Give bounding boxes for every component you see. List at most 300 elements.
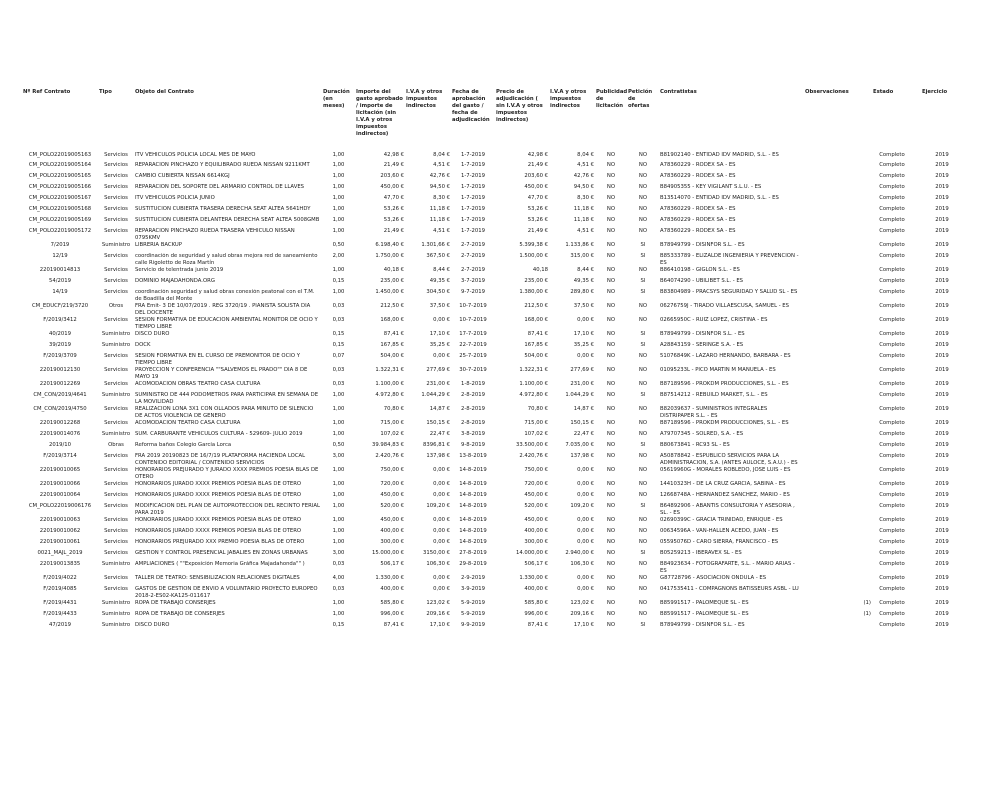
- cell-importe: 53,26 €: [383, 217, 404, 223]
- cell-duracion: 1,00: [332, 173, 345, 179]
- cell-peticion: NO: [638, 492, 648, 498]
- cell-ejercicio: 2019: [935, 267, 949, 273]
- cell-fecha: 9-8-2019: [460, 442, 486, 448]
- cell-iva-1: 209,16 €: [426, 611, 450, 617]
- cell-ref: 220190012268: [39, 420, 81, 426]
- cell-duracion: 1,00: [332, 217, 345, 223]
- cell-objeto: FRA Emit- 3 DE 10/07/2019 . REG 3720/19 . PIANISTA SOLISTA DIA DEL DOCENTE: [135, 303, 311, 316]
- cell-ref: F/2019/4433: [43, 611, 77, 617]
- cell-importe: 400,00 €: [380, 528, 404, 534]
- cell-publicidad: NO: [606, 278, 616, 284]
- cell-publicidad: NO: [606, 267, 616, 273]
- cell-iva-1: 0,00 €: [433, 539, 450, 545]
- cell-publicidad: NO: [606, 420, 616, 426]
- cell-peticion: NO: [638, 317, 648, 323]
- table-row: [22, 575, 972, 586]
- cell-fecha: 1-7-2019: [460, 228, 486, 234]
- cell-iva-2: 14,87 €: [573, 406, 594, 412]
- cell-observaciones: [804, 503, 872, 517]
- cell-precio: 1.322,31 €: [519, 367, 548, 373]
- cell-estado: Completo: [879, 431, 905, 437]
- cell-contratista: B64892906 - ABANTIS CONSULTORIA Y ASESORIA , SL. - ES: [660, 503, 795, 516]
- cell-publicidad: NO: [606, 503, 616, 509]
- cell-publicidad: NO: [606, 575, 616, 581]
- cell-fecha: 1-7-2019: [460, 217, 486, 223]
- cell-iva-2: 2.940,00 €: [565, 550, 594, 556]
- cell-precio: 450,00 €: [524, 492, 548, 498]
- cell-iva-2: 94,50 €: [573, 184, 594, 190]
- cell-iva-2: 1.044,29 €: [565, 392, 594, 398]
- cell-duracion: 1,00: [332, 528, 345, 534]
- cell-estado: Completo: [879, 453, 905, 459]
- cell-tipo: Obras: [108, 442, 124, 448]
- cell-ejercicio: 2019: [935, 303, 949, 309]
- cell-objeto: GASTOS DE GESTIÓN DE ENVÍO A VOLUNTARIO PROYECTO EUROPEO 2018-2-ES02-KA125-011617: [135, 586, 318, 599]
- cell-ref: 220190012130: [39, 367, 81, 373]
- cell-iva-1: 37,50 €: [429, 303, 450, 309]
- table-body: [22, 151, 972, 633]
- cell-iva-1: 11,18 €: [429, 217, 450, 223]
- cell-importe: 15.000,00 €: [371, 550, 404, 556]
- cell-importe: 212,50 €: [380, 303, 404, 309]
- cell-estado: Completo: [879, 342, 905, 348]
- cell-fecha: 5-9-2019: [460, 600, 486, 606]
- cell-importe: 450,00 €: [380, 184, 404, 190]
- cell-contratista: B82039637 - SUMINISTROS INTEGRALES DISTRIPAPER S.L. - ES: [660, 406, 768, 419]
- cell-importe: 235,00 €: [380, 278, 404, 284]
- cell-iva-2: 4,51 €: [577, 228, 594, 234]
- cell-importe: 715,00 €: [380, 420, 404, 426]
- cell-importe: 720,00 €: [380, 481, 404, 487]
- cell-observaciones: [804, 528, 872, 539]
- cell-tipo: Servicios: [104, 353, 128, 359]
- table-row: [22, 353, 972, 367]
- cell-peticion: NO: [638, 600, 648, 606]
- cell-ejercicio: 2019: [935, 467, 949, 473]
- cell-estado: Completo: [879, 162, 905, 168]
- cell-importe: 203,60 €: [380, 173, 404, 179]
- cell-estado: Completo: [879, 206, 905, 212]
- cell-tipo: Suministro: [101, 331, 131, 337]
- cell-observaciones: [804, 303, 872, 317]
- table-row: [22, 367, 972, 381]
- cell-precio: 585,80 €: [524, 600, 548, 606]
- cell-importe: 70,80 €: [383, 406, 404, 412]
- cell-peticion: NO: [638, 611, 648, 617]
- cell-peticion: NO: [638, 303, 648, 309]
- cell-publicidad: NO: [606, 586, 616, 592]
- cell-peticion: NO: [638, 206, 648, 212]
- table-row: [22, 289, 972, 303]
- cell-objeto: TALLER DE TEATRO: SENSIBILIZACION RELACIONES DIGITALES: [135, 575, 300, 581]
- cell-fecha: 2-7-2019: [460, 242, 486, 248]
- cell-observaciones: [804, 392, 872, 406]
- cell-tipo: Servicios: [104, 467, 128, 473]
- cell-ejercicio: 2019: [935, 162, 949, 168]
- cell-duracion: 1,00: [332, 517, 345, 523]
- header-duracion: Duración (en meses): [323, 89, 350, 109]
- cell-fecha: 1-7-2019: [460, 184, 486, 190]
- table-row: [22, 184, 972, 195]
- cell-observaciones: [804, 184, 872, 195]
- cell-ref: F/2019/3714: [43, 453, 77, 459]
- cell-objeto: HONORARIOS JURADO XXXX PREMIOS POESIA BLAS DE OTERO: [135, 517, 302, 523]
- cell-precio: 47,70 €: [527, 195, 548, 201]
- cell-objeto: SESION FORMATIVA EN EL CURSO DE PREMONITOR DE OCIO Y TIEMPO LIBRE: [135, 353, 300, 366]
- cell-duracion: 3,00: [332, 453, 345, 459]
- cell-duracion: 1,00: [332, 492, 345, 498]
- cell-observaciones: [804, 353, 872, 367]
- cell-iva-1: 0,00 €: [433, 517, 450, 523]
- header-ref: Nº Ref Contrato: [23, 89, 71, 95]
- cell-peticion: NO: [638, 467, 648, 473]
- cell-estado: Completo: [879, 539, 905, 545]
- cell-ejercicio: 2019: [935, 228, 949, 234]
- cell-importe: 750,00 €: [380, 467, 404, 473]
- cell-iva-2: 123,02 €: [570, 600, 594, 606]
- cell-objeto: SUM. CARBURANTE VEHICULOS CULTURA - 529609- JULIO 2019: [135, 431, 303, 437]
- cell-iva-1: 0,00 €: [433, 492, 450, 498]
- cell-ejercicio: 2019: [935, 289, 949, 295]
- cell-estado: Completo: [879, 367, 905, 373]
- header-publicidad: Publicidad de licitación: [596, 89, 628, 109]
- cell-importe: 504,00 €: [380, 353, 404, 359]
- cell-ref: F/2019/3412: [43, 317, 77, 323]
- cell-objeto: HONORARIOS JURADO XXXX PREMIOS POESIA BLAS DE OTERO: [135, 528, 302, 534]
- cell-fecha: 30-7-2019: [459, 367, 487, 373]
- cell-iva-1: 0,00 €: [433, 467, 450, 473]
- cell-fecha: 1-7-2019: [460, 173, 486, 179]
- cell-duracion: 1,00: [332, 392, 345, 398]
- cell-ref: 220190010065: [39, 467, 81, 473]
- table-row: [22, 242, 972, 253]
- cell-ejercicio: 2019: [935, 353, 949, 359]
- cell-iva-1: 17,10 €: [429, 331, 450, 337]
- table-row: [22, 206, 972, 217]
- cell-publicidad: NO: [606, 303, 616, 309]
- cell-iva-2: 0,00 €: [577, 517, 594, 523]
- cell-fecha: 1-7-2019: [460, 152, 486, 158]
- cell-iva-1: 304,50 €: [426, 289, 450, 295]
- cell-iva-1: 49,35 €: [429, 278, 450, 284]
- cell-ejercicio: 2019: [935, 561, 949, 567]
- cell-ref: 220190014076: [39, 431, 81, 437]
- cell-iva-2: 35,25 €: [573, 342, 594, 348]
- cell-importe: 450,00 €: [380, 517, 404, 523]
- cell-duracion: 2,00: [332, 253, 345, 259]
- cell-publicidad: NO: [606, 253, 616, 259]
- table-row: [22, 303, 972, 317]
- cell-iva-1: 0,00 €: [433, 575, 450, 581]
- cell-objeto: FRA 2019 20190823 DE 16/7/19 PLATAFORMA HACIENDA LOCAL CONTENIDO EDITORIAL / CONTENIDO SERVICIOS: [135, 453, 306, 466]
- cell-fecha: 2-7-2019: [460, 267, 486, 273]
- cell-contratista: B85991517 - PALOMEQUE SL - ES: [660, 611, 749, 617]
- cell-peticion: SI: [640, 342, 646, 348]
- cell-ref: F/2019/4085: [43, 586, 77, 592]
- cell-iva-1: 0,00 €: [433, 317, 450, 323]
- cell-importe: 400,00 €: [380, 586, 404, 592]
- cell-importe: 21,49 €: [383, 228, 404, 234]
- cell-objeto: PROYECCION Y CONFERENCIA ""SALVEMOS EL PRADO"" DIA 8 DE MAYO 19: [135, 367, 308, 380]
- cell-precio: 21,49 €: [527, 162, 548, 168]
- cell-estado: Completo: [879, 195, 905, 201]
- cell-iva-1: 8396,81 €: [423, 442, 450, 448]
- cell-iva-1: 0,00 €: [433, 586, 450, 592]
- cell-contratista: B85333789 - ELIZALDE INGENIERIA Y PREVENCION - ES: [660, 253, 799, 266]
- cell-fecha: 13-8-2019: [459, 453, 487, 459]
- cell-ejercicio: 2019: [935, 453, 949, 459]
- cell-fecha: 14-8-2019: [459, 503, 487, 509]
- cell-tipo: Servicios: [104, 317, 128, 323]
- cell-precio: 40,18: [532, 267, 548, 273]
- cell-peticion: NO: [638, 381, 648, 387]
- cell-contratista: B83804989 - PRACSYS SEGURIDAD Y SALUD SL - ES: [660, 289, 798, 295]
- cell-observaciones: [804, 253, 872, 267]
- cell-ejercicio: 2019: [935, 481, 949, 487]
- cell-importe: 1.750,00 €: [375, 253, 404, 259]
- cell-estado: Completo: [879, 481, 905, 487]
- cell-observaciones: [804, 561, 872, 575]
- cell-ejercicio: 2019: [935, 575, 949, 581]
- cell-ref: 220190010066: [39, 481, 81, 487]
- cell-iva-2: 7.035,00 €: [565, 442, 594, 448]
- table-row: [22, 173, 972, 184]
- cell-observaciones: [804, 539, 872, 550]
- cell-fecha: 2-8-2019: [460, 392, 486, 398]
- cell-publicidad: NO: [606, 367, 616, 373]
- cell-precio: 996,00 €: [524, 611, 548, 617]
- table-row: [22, 317, 972, 331]
- cell-observaciones: [804, 550, 872, 561]
- cell-tipo: Suministro: [101, 242, 131, 248]
- cell-contratista: A50878842 - ESPUBLICO SERVICIOS PARA LA ADMINISTRACION, S.A. (ANTES AULOCE, S.A.U.) - ES: [660, 453, 798, 466]
- cell-observaciones: [804, 278, 872, 289]
- cell-peticion: SI: [640, 622, 646, 628]
- cell-tipo: Suministro: [101, 611, 131, 617]
- cell-duracion: 1,00: [332, 228, 345, 234]
- cell-observaciones: [804, 517, 872, 528]
- cell-contratista: 02690399C - GRACIA TRINIDAD, ENRIQUE - ES: [660, 517, 783, 523]
- cell-contratista: B64074290 - UBILIBET S.L. - ES: [660, 278, 744, 284]
- cell-iva-2: 22,47 €: [573, 431, 594, 437]
- cell-ref: 220190010061: [39, 539, 81, 545]
- cell-fecha: 1-7-2019: [460, 206, 486, 212]
- cell-iva-1: 14,87 €: [429, 406, 450, 412]
- cell-importe: 450,00 €: [380, 492, 404, 498]
- cell-tipo: Otros: [108, 303, 124, 309]
- cell-fecha: 1-8-2019: [460, 381, 486, 387]
- table-row: [22, 392, 972, 406]
- cell-tipo: Servicios: [104, 278, 128, 284]
- cell-precio: 235,00 €: [524, 278, 548, 284]
- header-contratistas: Contratistas: [660, 89, 697, 95]
- cell-publicidad: NO: [606, 184, 616, 190]
- contracts-table: [22, 89, 972, 633]
- cell-iva-2: 209,16 €: [570, 611, 594, 617]
- cell-ejercicio: 2019: [935, 206, 949, 212]
- cell-objeto: coordinación de seguridad y salud obras mejora red de saneamiento calle Rigoletto de Roza Martín: [135, 253, 318, 266]
- cell-publicidad: NO: [606, 431, 616, 437]
- cell-contratista: 05619960G - MORALES ROBLEDO, JOSÉ LUIS - ES: [660, 467, 791, 473]
- table-row: [22, 481, 972, 492]
- cell-publicidad: NO: [606, 195, 616, 201]
- cell-duracion: 0,03: [332, 317, 345, 323]
- cell-ejercicio: 2019: [935, 503, 949, 509]
- cell-iva-2: 17,10 €: [573, 331, 594, 337]
- cell-publicidad: NO: [606, 173, 616, 179]
- cell-contratista: 51076849K - LAZARO HERNANDO, BARBARA - ES: [660, 353, 791, 359]
- cell-precio: 1.330,00 €: [519, 575, 548, 581]
- cell-objeto: HONORARIOS PREJURADO XXX PREMIO POESIA BLAS DE OTERO: [135, 539, 305, 545]
- cell-precio: 53,26 €: [527, 206, 548, 212]
- cell-importe: 87,41 €: [383, 622, 404, 628]
- cell-ref: 14/19: [52, 289, 68, 295]
- cell-estado: Completo: [879, 303, 905, 309]
- cell-fecha: 14-8-2019: [459, 481, 487, 487]
- cell-tipo: Servicios: [104, 184, 128, 190]
- cell-precio: 87,41 €: [527, 331, 548, 337]
- cell-precio: 42,98 €: [527, 152, 548, 158]
- cell-fecha: 9-9-2019: [460, 622, 486, 628]
- cell-duracion: 1,00: [332, 184, 345, 190]
- table-row: [22, 611, 972, 622]
- cell-iva-2: 137,98 €: [570, 453, 594, 459]
- cell-precio: 5.399,38 €: [519, 242, 548, 248]
- cell-iva-2: 1.133,86 €: [565, 242, 594, 248]
- header-observaciones: Observaciones: [805, 89, 849, 95]
- cell-observaciones: [804, 228, 872, 242]
- cell-iva-2: 8,44 €: [577, 267, 594, 273]
- cell-iva-1: 0,00 €: [433, 353, 450, 359]
- cell-iva-2: 150,15 €: [570, 420, 594, 426]
- cell-fecha: 2-8-2019: [460, 406, 486, 412]
- cell-estado: Completo: [879, 353, 905, 359]
- cell-objeto: REPARACION PINCHAZO Y EQUILIBRADO RUEDA NISSAN 9211KMT: [135, 162, 310, 168]
- table-row: [22, 195, 972, 206]
- cell-ejercicio: 2019: [935, 539, 949, 545]
- cell-duracion: 1,00: [332, 420, 345, 426]
- cell-contratista: A78360229 - RODEX SA - ES: [660, 217, 736, 223]
- cell-iva-1: 42,76 €: [429, 173, 450, 179]
- cell-duracion: 4,00: [332, 575, 345, 581]
- cell-publicidad: NO: [606, 392, 616, 398]
- cell-observaciones: [804, 431, 872, 442]
- cell-contratista: B05259213 - IBERAVEX SL - ES: [660, 550, 742, 556]
- cell-precio: 53,26 €: [527, 217, 548, 223]
- cell-estado: Completo: [879, 267, 905, 273]
- cell-publicidad: NO: [606, 550, 616, 556]
- cell-tipo: Suministro: [101, 392, 131, 398]
- cell-publicidad: NO: [606, 152, 616, 158]
- cell-iva-1: 1.044,29 €: [421, 392, 450, 398]
- table-row: [22, 381, 972, 392]
- cell-estado: Completo: [879, 184, 905, 190]
- cell-iva-2: 106,30 €: [570, 561, 594, 567]
- cell-publicidad: NO: [606, 611, 616, 617]
- cell-estado: Completo: [879, 586, 905, 592]
- cell-contratista: B87189596 - PROKDM PRODUCCIONES, S.L. - ES: [660, 420, 789, 426]
- cell-ref: CM_POLO22019005164: [28, 162, 92, 168]
- cell-precio: 70,80 €: [527, 406, 548, 412]
- cell-publicidad: NO: [606, 561, 616, 567]
- cell-iva-2: 49,35 €: [573, 278, 594, 284]
- cell-ref: CM_CON/2019/4750: [33, 406, 87, 412]
- cell-objeto: coordinación seguridad y salud obras conexión peatonal con el T.M. de Boadilla del Monte: [135, 289, 315, 302]
- cell-ref: CM_POLO22019005169: [28, 217, 92, 223]
- cell-tipo: Servicios: [104, 206, 128, 212]
- cell-ejercicio: 2019: [935, 173, 949, 179]
- cell-objeto: REALIZACION LONA 3X1 CON OLLADOS PARA MINUTO DE SILENCIO DE ACTOS VIOLENCIA DE GENERO: [135, 406, 314, 419]
- cell-objeto: REPARACION DEL SOPORTE DEL ARMARIO CONTROL DE LLAVES: [135, 184, 305, 190]
- cell-duracion: 1,00: [332, 195, 345, 201]
- cell-ref: 12/19: [52, 253, 68, 259]
- cell-observaciones: [804, 289, 872, 303]
- cell-ref: 7/2019: [50, 242, 70, 248]
- cell-fecha: 1-7-2019: [460, 195, 486, 201]
- table-row: [22, 278, 972, 289]
- cell-duracion: 0,50: [332, 242, 345, 248]
- cell-iva-1: 109,20 €: [426, 503, 450, 509]
- cell-observaciones: [804, 317, 872, 331]
- cell-duracion: 1,00: [332, 431, 345, 437]
- cell-ejercicio: 2019: [935, 528, 949, 534]
- cell-publicidad: NO: [606, 242, 616, 248]
- cell-contratista: 02665950C - RUIZ LOPEZ, CRISTINA - ES: [660, 317, 768, 323]
- cell-publicidad: NO: [606, 600, 616, 606]
- cell-observaciones: [804, 492, 872, 503]
- cell-objeto: DISCO DURO: [135, 622, 170, 628]
- cell-ref: 0021_MAJL_2019: [37, 550, 83, 556]
- cell-publicidad: NO: [606, 353, 616, 359]
- cell-contratista: A28843159 - SERINGE S.A. - ES: [660, 342, 744, 348]
- cell-iva-1: 3150,00 €: [423, 550, 450, 556]
- cell-observaciones: [804, 331, 872, 342]
- table-row: [22, 431, 972, 442]
- cell-publicidad: NO: [606, 528, 616, 534]
- cell-fecha: 14-8-2019: [459, 539, 487, 545]
- cell-iva-2: 0,00 €: [577, 467, 594, 473]
- cell-ejercicio: 2019: [935, 622, 949, 628]
- cell-contratista: A78360229 - RODEX SA - ES: [660, 162, 736, 168]
- cell-importe: 42,98 €: [383, 152, 404, 158]
- cell-tipo: Servicios: [104, 406, 128, 412]
- cell-publicidad: NO: [606, 406, 616, 412]
- cell-duracion: 1,00: [332, 162, 345, 168]
- cell-peticion: SI: [640, 253, 646, 259]
- cell-publicidad: NO: [606, 317, 616, 323]
- cell-objeto: LIBRERÍA BACKUP: [135, 242, 182, 248]
- cell-publicidad: NO: [606, 467, 616, 473]
- cell-ejercicio: 2019: [935, 242, 949, 248]
- cell-iva-1: 0,00 €: [433, 481, 450, 487]
- cell-contratista: B80673841 - RC93 SL - ES: [660, 442, 730, 448]
- cell-iva-1: 8,44 €: [433, 267, 450, 273]
- cell-ejercicio: 2019: [935, 611, 949, 617]
- cell-tipo: Servicios: [104, 217, 128, 223]
- cell-estado: Completo: [879, 253, 905, 259]
- cell-publicidad: NO: [606, 517, 616, 523]
- cell-observaciones: [804, 206, 872, 217]
- cell-ejercicio: 2019: [935, 550, 949, 556]
- cell-fecha: 3-9-2019: [460, 586, 486, 592]
- cell-tipo: Servicios: [104, 228, 128, 234]
- cell-duracion: 0,15: [332, 342, 345, 348]
- cell-precio: 400,00 €: [524, 586, 548, 592]
- cell-observaciones: [804, 162, 872, 173]
- table-row: [22, 217, 972, 228]
- cell-contratista: 14410323H - DE LA CRUZ GARCÍA, SABINA - ES: [660, 481, 786, 487]
- cell-duracion: 1,00: [332, 206, 345, 212]
